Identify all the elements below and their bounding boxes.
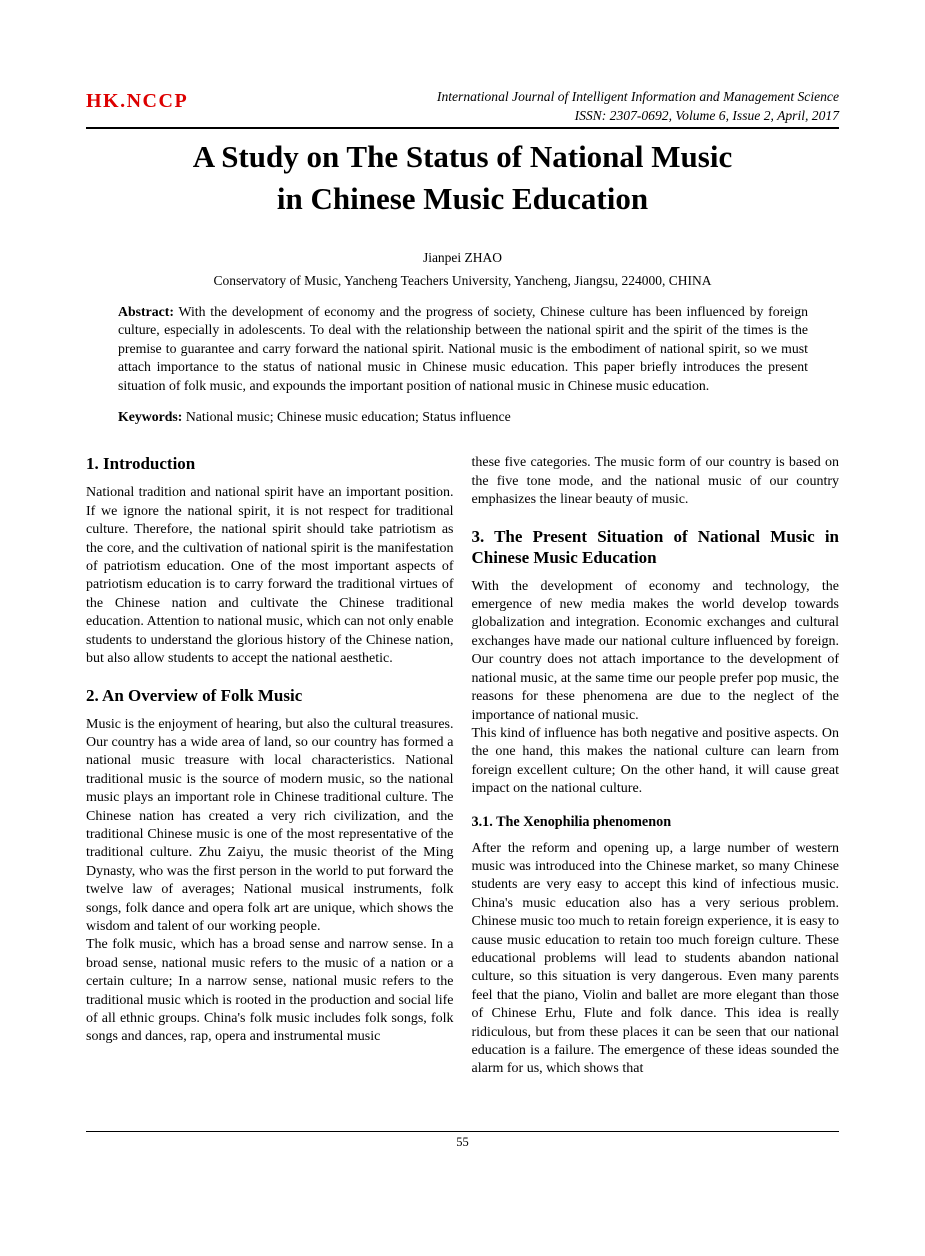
journal-issn-line: ISSN: 2307-0692, Volume 6, Issue 2, April, 2017	[574, 107, 839, 123]
left-column	[86, 451, 454, 1109]
page-footer	[86, 1131, 839, 1150]
folk-music-paragraph-2: The folk music, which has a broad sense and narrow sense. In a broad sense, national music refers to the music of a nation or a certain culture; In a narrow sense, national music refers to the traditional music which is rooted in the production and social life of all ethnic groups. China's folk music includes folk songs, folk songs and dances, rap, opera and instrumental music	[86, 937, 454, 1045]
right-column	[472, 451, 840, 1109]
keywords-label: Keywords:	[118, 409, 183, 425]
xenophilia-paragraph: After the reform and opening up, a large number of western music was introduced into the Chinese market, so many Chinese students are very easy to accept this kind of infectious music. China's music education also has a very serious problem. Chinese music too much to retain foreign experience, it is easy to cause music education to retain too much foreign culture. These educational problems will lead to students abandon national culture, so this situation is very dangerous. Even many parents feel that the piano, Violin and ballet are more elegant than those of Chinese Erhu, Flute and folk dance. This idea is really ridiculous, but from these places it can be seen that our national education is a failure. The emergence of these ideas sounded the alarm for us, which shows that	[471, 840, 839, 1077]
folk-music-paragraph-continued: these five categories. The music form of our country is based on the five tone mode, and the national music of our country emphasizes the linear beauty of music.	[471, 455, 839, 508]
keywords-paragraph	[118, 408, 808, 426]
journal-meta	[437, 88, 839, 125]
section-heading-introduction: 1. Introduction	[86, 454, 196, 474]
abstract-paragraph	[118, 303, 808, 395]
present-situation-paragraph-1: With the development of economy and technology, the emergence of new media makes the world develop towards globalization and integration. Economic exchanges and cultural exchanges have made our national culture influenced by foreign. Our country does not attach importance to the development of national music, at the same time our people prefer pop music, the reasons for these phenomena are due to the neglect of the importance of national music.	[471, 578, 839, 723]
author-name: Jianpei ZHAO	[422, 250, 503, 265]
paper-title-line2: in Chinese Music Education	[276, 181, 649, 216]
paper-title	[86, 136, 839, 220]
introduction-paragraph: National tradition and national spirit have an important position. If we ignore the national spirit, it is not respect for traditional culture. Therefore, the national spirit should take patriotism as the core, and the cultivation of national spirit is the manifestation of patriotism education. One of the most important aspects of patriotism education is to carry forward the traditional virtues of the Chinese nation and cultivate the Chinese traditional education. Attention to national music, which can not only enable students to understand the glorious history of the Chinese nation, but also allow students to accept the national aesthetic.	[86, 485, 454, 667]
publisher-logo: HK.NCCP	[86, 90, 189, 112]
footer-rule	[86, 1131, 839, 1132]
abstract-label: Abstract:	[118, 304, 174, 319]
abstract-text: With the development of economy and the progress of society, Chinese culture has been influenced by foreign culture, especially in adolescents. To deal with the relationship between the national spirit and the spirit of the times is the premise to guarantee and carry forward the national spirit. National music is the embodiment of national spirit, so we must attach importance to the status of national music in Chinese music education. This paper briefly introduces the present situation of folk music, and expounds the important position of national music in Chinese music education.	[118, 304, 808, 393]
keywords-text: National music; Chinese music education; Status influence	[182, 409, 511, 425]
subsection-heading-xenophilia: 3.1. The Xenophilia phenomenon	[471, 813, 672, 830]
folk-music-paragraph-1: Music is the enjoyment of hearing, but also the cultural treasures. Our country has a wide area of land, so our country has formed a national music treasure with local characteristics. National traditional music is the source of modern music, so the national music plays an important role in Chinese traditional culture. The Chinese nation has created a very rich civilization, and the traditional Chinese music is one of the most representative of the traditional culture. Zhu Zaiyu, the music theorist of the Ming Dynasty, who was the first person in the world to put forward the twelve law of averages; National musical instruments, folk songs, folk dance and opera folk art are unique, which shows the wisdom and talent of our working people.	[86, 716, 454, 934]
present-situation-paragraph-2: This kind of influence has both negative and positive aspects. On the one hand, this makes the national culture can learn from foreign excellent culture; On the other hand, it will cause great impact on the national culture.	[471, 725, 839, 797]
section-heading-overview-folk-music: 2. An Overview of Folk Music	[86, 685, 303, 705]
two-column-body	[86, 451, 839, 1109]
page-number: 55	[456, 1135, 469, 1149]
journal-name: International Journal of Intelligent Information and Management Science	[436, 89, 839, 104]
section-heading-present-situation: 3. The Present Situation of National Music in Chinese Music Education	[471, 526, 839, 567]
author-affiliation: Conservatory of Music, Yancheng Teachers University, Yancheng, Jiangsu, 224000, CHINA	[213, 273, 712, 288]
paper-title-line1: A Study on The Status of National Music	[192, 139, 733, 174]
header-rule	[86, 127, 839, 129]
journal-header	[86, 88, 839, 125]
